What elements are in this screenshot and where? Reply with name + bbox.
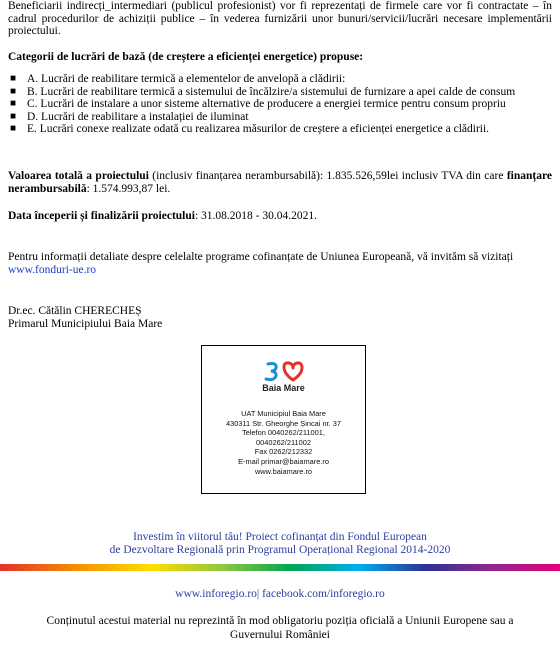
signature-name: Dr.ec. Cătălin CHERECHEȘ xyxy=(8,305,142,317)
bullet-icon: ■ xyxy=(10,98,17,110)
bullet-icon: ■ xyxy=(10,123,17,135)
disclaimer: Conținutul acestui material nu reprezintă în mod obligatoriu poziția oficială a Uniunii Europene sau a Guvernului României xyxy=(46,615,514,641)
bullet-icon: ■ xyxy=(10,73,17,84)
rainbow-stripe xyxy=(0,564,560,571)
dates-label: Data începerii și finalizării proiectului xyxy=(8,210,195,222)
value-label: Valoarea totală a proiectului xyxy=(8,170,149,182)
list-item: ■ E. Lucrări conexe realizate odată cu realizarea măsurilor de creștere a eficienței energetice a clădirii. xyxy=(10,123,490,136)
project-dates: Data începerii și finalizării proiectului: 31.08.2018 - 30.04.2021. xyxy=(8,210,317,222)
project-value: Valoarea totală a proiectului (inclusiv finanțarea nerambursabilă): 1.835.526,59lei inclusiv TVA din care finanțare nerambursabilă: 1.574.993,87 lei. xyxy=(8,170,552,195)
footer-links[interactable]: www.inforegio.ro| facebook.com/inforegio.ro xyxy=(175,588,385,600)
baia-mare-logo-icon xyxy=(262,360,306,382)
categories-title: Categorii de lucrări de bază (de creștere a eficienței energetice) propuse: xyxy=(8,51,364,63)
info-paragraph: Pentru informații detaliate despre celelalte programe cofinanțate de Uniunea Europeană, vă invităm să vizitați www.fonduri-ue.ro xyxy=(8,251,514,276)
logo-contact-box xyxy=(201,345,366,494)
signature-block xyxy=(8,305,552,330)
nonrefundable-label: finanțare nerambursabilă xyxy=(8,170,552,195)
bullet-icon: ■ xyxy=(10,110,17,122)
slogan: Investim în viitorul tău! Proiect cofinanțat din Fondul European de Dezvoltare Regională prin Programul Operațional Regional 2014-2020 xyxy=(109,531,451,556)
list-item: ■ A. Lucrări de reabilitare termică a elementelor de anvelopă a clădirii: xyxy=(10,73,346,85)
list-item: ■ D. Lucrări de reabilitare a instalației de iluminat xyxy=(10,110,249,123)
list-item: ■ B. Lucrări de reabilitare termică a sistemului de încălzire/a sistemului de furnizare a apei calde de consum xyxy=(10,85,516,98)
fonduri-ue-link[interactable]: www.fonduri-ue.ro xyxy=(8,263,97,276)
list-item: ■ C. Lucrări de instalare a unor sisteme alternative de producere a energiei termice pentru consum propriu xyxy=(10,98,506,111)
categories-list xyxy=(8,73,550,136)
signature-role: Primarul Municipiului Baia Mare xyxy=(8,317,163,330)
bullet-icon: ■ xyxy=(10,85,17,97)
logo-brand-name: Baia Mare xyxy=(262,383,305,393)
contact-info: UAT Municipiul Baia Mare 430311 Str. Gheorghe Șincai nr. 37 Telefon 0040262/211001, 0040262/211002 Fax 0262/212332 E-mail primar@baiamare.ro www.baiamare.ro xyxy=(226,409,341,476)
intro-paragraph: Beneficiarii indirecți_intermediari (publicul profesionist) vor fi reprezentați de firmele care vor fi contractate – în cadrul procedurilor de achiziții publice – în vederea furnizării unor bunuri/servicii/lucrări necesare implementării proiectului. xyxy=(8,0,552,37)
